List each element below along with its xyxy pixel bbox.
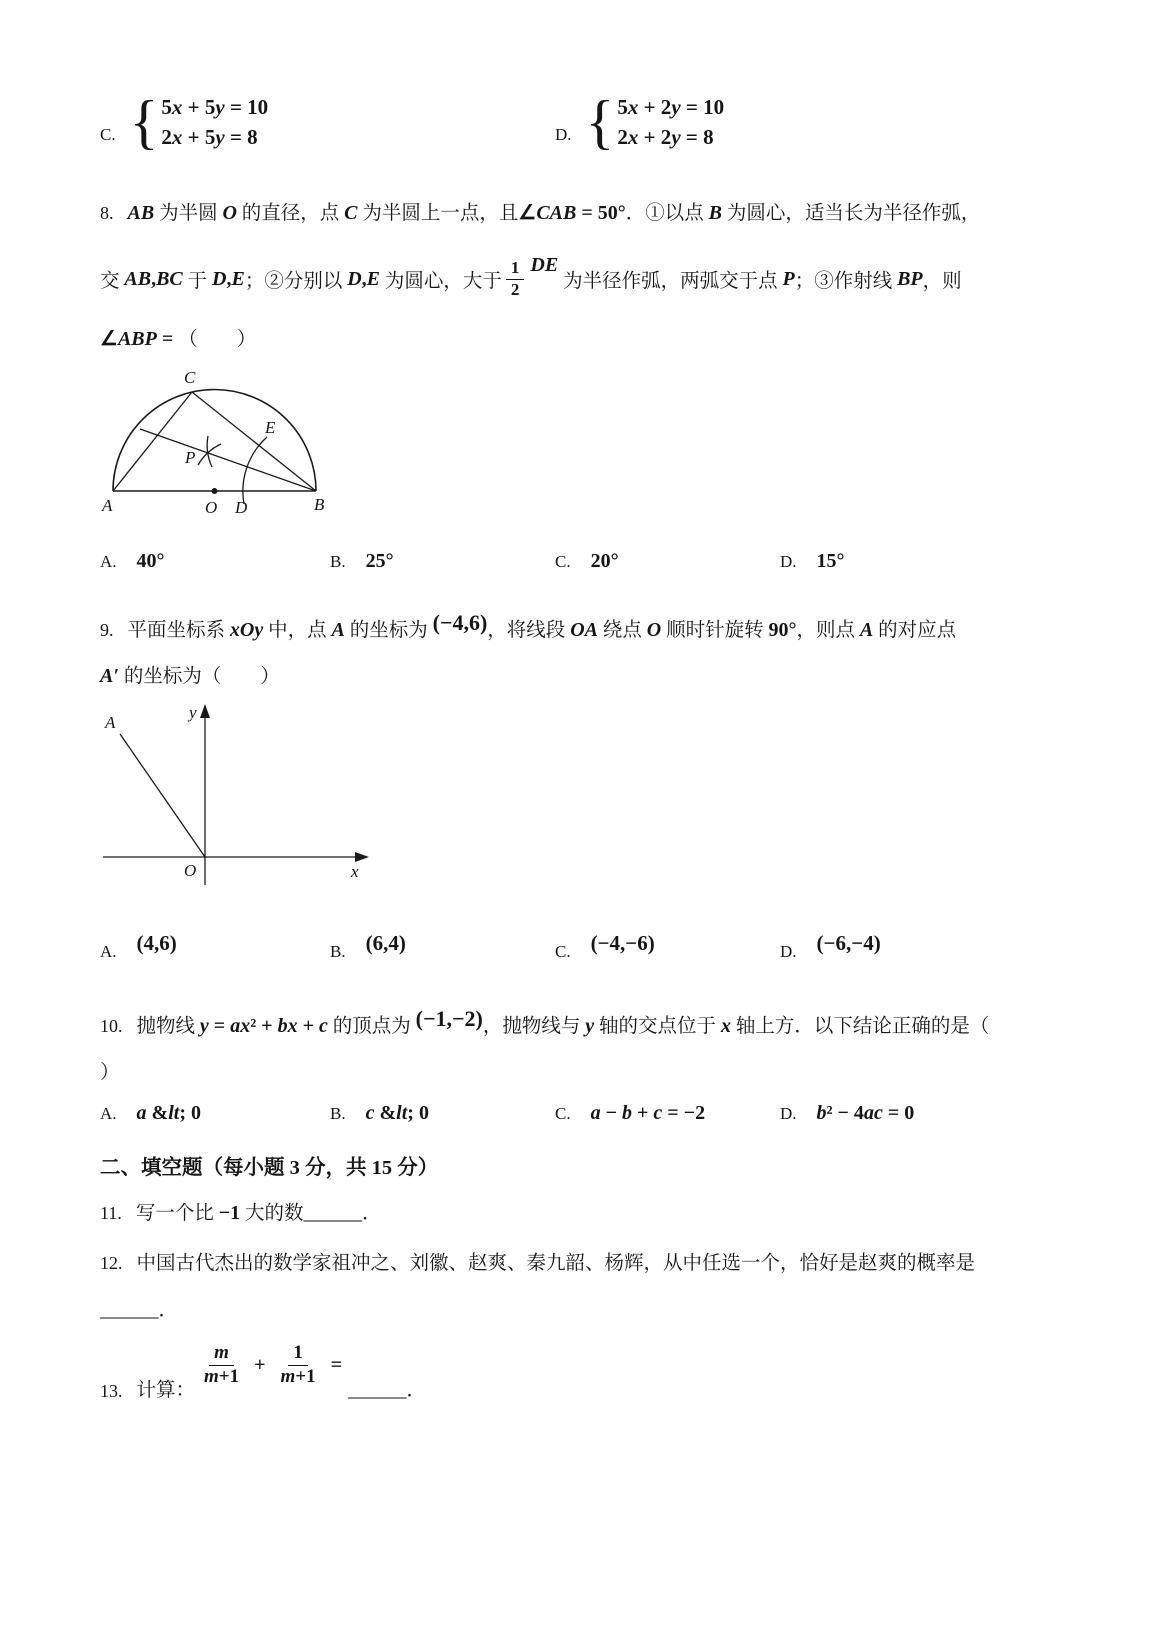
text-seg: 中国古代杰出的数学家祖冲之、刘徽、赵爽、秦九韶、杨辉，从中任选一个，恰好是赵爽的概率是 — [136, 1253, 976, 1274]
option-value: (6,4) — [365, 931, 406, 955]
option-label: B. — [330, 942, 346, 961]
q12-number: 12. — [100, 1253, 123, 1273]
q8-semicircle-figure — [88, 366, 350, 534]
math-seg: x — [720, 1015, 731, 1037]
q8-number: 8. — [100, 203, 114, 223]
option-label: C. — [100, 125, 116, 144]
equation: 5x + 2y = 10 — [617, 94, 725, 119]
label-o: O — [184, 861, 197, 880]
q9-option-c — [555, 931, 655, 963]
option-label: D. — [780, 552, 797, 571]
q9-text-line1 — [100, 610, 957, 642]
fraction-denominator: m+1 — [280, 1365, 316, 1387]
q8-option-b — [330, 550, 394, 573]
q10-option-a — [100, 1102, 201, 1125]
system-brace: { — [129, 89, 159, 155]
math-seg: ∠ABP = — [100, 328, 179, 350]
center-o-dot — [212, 488, 218, 494]
math-seg: BP — [897, 267, 923, 290]
q11-number: 11. — [100, 1203, 122, 1223]
option-value: c &lt; 0 — [365, 1102, 429, 1124]
math-seg: P — [782, 267, 795, 290]
closing-paren: ） — [100, 1062, 120, 1083]
option-value: a − b + c = −2 — [590, 1102, 706, 1124]
q8-option-a — [100, 550, 165, 573]
math-seg: D,E — [212, 267, 245, 290]
plus-operator: + — [254, 1353, 266, 1376]
q9-number: 9. — [100, 620, 114, 640]
equals-sign: = — [330, 1353, 343, 1376]
fraction-numerator: 1 — [506, 258, 525, 279]
option-label: D. — [780, 942, 797, 961]
math-seg: O — [646, 619, 662, 641]
text-seg: 为半圆 — [154, 203, 223, 224]
text-seg: 的坐标为（ ） — [118, 666, 280, 687]
fraction-denominator: 2 — [510, 279, 520, 299]
equation: 2x + 5y = 8 — [161, 124, 258, 149]
label-x: x — [351, 862, 359, 881]
answer-blank: ______． — [348, 1380, 427, 1401]
answer-blank: ______． — [100, 1300, 179, 1321]
q12-text-line1 — [100, 1247, 975, 1275]
q8-option-c — [555, 550, 619, 573]
answer-parens: （ ） — [178, 329, 257, 350]
q9-text-line2 — [100, 660, 280, 688]
text-seg: ． — [362, 1203, 382, 1224]
option-value: 40° — [136, 550, 165, 572]
option-label: C. — [555, 1104, 571, 1123]
text-seg: 为半圆上一点，且 — [357, 203, 519, 224]
fraction-1-over-m-plus-1 — [276, 1342, 321, 1389]
option-label: A. — [100, 942, 117, 961]
equation-system — [161, 95, 268, 150]
math-seg: 90° — [768, 619, 797, 641]
section2-title: 二、填空题（每小题 3 分，共 15 分） — [100, 1157, 439, 1179]
q7-option-d — [555, 89, 725, 155]
text-seg: 为圆心，大于 — [380, 271, 502, 292]
math-seg: −1 — [218, 1202, 241, 1224]
q9-option-d — [780, 931, 881, 963]
q7-option-c — [100, 89, 269, 155]
q9-option-a — [100, 931, 177, 963]
fraction-m-over-m-plus-1 — [199, 1342, 244, 1389]
label-d: D — [235, 498, 248, 517]
option-label: A. — [100, 552, 117, 571]
label-c: C — [184, 368, 196, 387]
option-value: 15° — [816, 550, 845, 572]
coordinate-value: (−1,−2) — [415, 1006, 483, 1031]
q10-option-d — [780, 1102, 914, 1125]
text-seg: 平面坐标系 — [127, 620, 230, 641]
text-seg: 抛物线 — [136, 1016, 200, 1037]
text-seg: ，将线段 — [487, 620, 571, 641]
system-brace: { — [585, 89, 615, 155]
math-seg: y — [585, 1015, 595, 1037]
text-seg: 的坐标为 — [344, 620, 433, 641]
segment-ac — [113, 392, 192, 491]
fraction-numerator: 1 — [288, 1342, 308, 1366]
option-label: B. — [330, 552, 346, 571]
option-label: B. — [330, 1104, 346, 1123]
q8-option-d — [780, 550, 845, 573]
math-seg: OA — [570, 619, 598, 641]
option-label: D. — [780, 1104, 797, 1123]
label-y: y — [189, 703, 197, 722]
text-seg: 大的数 — [240, 1203, 304, 1224]
label-a: A — [105, 713, 116, 732]
text-seg: ；②分别以 — [244, 271, 348, 292]
label-p: P — [185, 448, 196, 467]
q10-option-b — [330, 1102, 429, 1125]
option-value: a &lt; 0 — [136, 1102, 201, 1124]
text-seg: 的对应点 — [873, 620, 957, 641]
text-seg: ．①以点 — [625, 203, 709, 224]
equation-system — [617, 95, 724, 150]
q8-text-line3 — [100, 323, 256, 351]
text-seg: 顺时针旋转 — [661, 620, 769, 641]
text-seg: 轴的交点位于 — [594, 1016, 721, 1037]
q12-text-line2 — [100, 1294, 178, 1322]
answer-blank: ______ — [303, 1203, 363, 1224]
q9-options-row — [100, 931, 1100, 982]
text-seg: 中，点 — [263, 620, 332, 641]
text-seg: 轴上方．以下结论正确的是（ — [730, 1016, 990, 1037]
q10-number: 10. — [100, 1016, 123, 1036]
math-seg-de: DE — [530, 253, 559, 276]
q10-option-c — [555, 1102, 705, 1125]
text-seg: 为圆心，适当长为半径作弧， — [722, 203, 981, 224]
option-value: 25° — [365, 550, 394, 572]
q9-option-b — [330, 931, 406, 963]
math-seg: D,E — [347, 267, 381, 290]
fraction-numerator: m — [209, 1342, 234, 1366]
label-b: B — [314, 495, 325, 514]
q11-text — [100, 1197, 382, 1225]
label-a: A — [102, 496, 113, 515]
text-seg: ，抛物线与 — [482, 1016, 586, 1037]
option-label: C. — [555, 552, 571, 571]
q13-text — [100, 1330, 426, 1400]
math-seg: C — [344, 202, 358, 224]
math-seg: B — [708, 202, 723, 224]
q8-text-line2 — [100, 243, 962, 315]
label-e: E — [265, 418, 276, 437]
text-seg: ；③作射线 — [794, 271, 898, 292]
ray-bp — [140, 429, 316, 491]
q8-text-line1 — [100, 197, 980, 225]
math-seg: A′ — [100, 665, 119, 687]
math-seg: A — [331, 619, 345, 641]
text-seg: 写一个比 — [135, 1203, 219, 1224]
equation: 2x + 2y = 8 — [617, 124, 714, 149]
text-seg: 计算： — [136, 1380, 196, 1401]
option-label: C. — [555, 942, 571, 961]
text-seg: ，则点 — [796, 620, 860, 641]
option-label: A. — [100, 1104, 117, 1123]
option-value: (−6,−4) — [816, 931, 881, 955]
fraction-denominator: m+1 — [204, 1365, 240, 1387]
q7-options-row — [100, 89, 1080, 178]
text-seg: 的顶点为 — [327, 1016, 416, 1037]
text-seg: ，则 — [922, 271, 962, 292]
math-seg: AB,BC — [124, 267, 183, 290]
text-seg: 绕点 — [597, 620, 647, 641]
y-axis-arrowhead — [200, 704, 210, 718]
math-seg: y = ax² + bx + c — [199, 1015, 328, 1037]
text-seg: 交 — [100, 271, 125, 292]
coordinate-value: (−4,6) — [432, 610, 488, 635]
math-seg: xOy — [229, 619, 264, 641]
option-value: (−4,−6) — [590, 931, 655, 955]
math-seg: AB — [127, 202, 155, 224]
q10-text-line2 — [100, 1056, 120, 1084]
q10-text-line1 — [100, 1006, 990, 1038]
q10-options-row — [100, 1102, 1100, 1146]
x-axis-arrowhead — [355, 852, 369, 862]
text-seg: 的直径，点 — [236, 203, 345, 224]
math-seg: ∠CAB = 50° — [518, 202, 626, 224]
option-value: 20° — [590, 550, 619, 572]
math-seg: O — [222, 202, 237, 224]
option-label: D. — [555, 125, 572, 144]
text-seg: 为半径作弧，两弧交于点 — [558, 271, 783, 292]
math-seg: A — [859, 619, 874, 641]
q9-coordinate-figure — [95, 700, 385, 892]
construction-arc-de — [243, 437, 267, 504]
semicircle-arc — [113, 390, 316, 492]
q8-options-row — [100, 550, 1100, 594]
fraction-one-half — [506, 258, 525, 300]
segment-cb — [192, 392, 316, 491]
text-seg: 于 — [182, 271, 213, 292]
option-value: (4,6) — [136, 931, 177, 955]
option-value: b² − 4ac = 0 — [816, 1102, 915, 1124]
section2-header — [100, 1150, 438, 1180]
q13-number: 13. — [100, 1381, 123, 1401]
segment-oa — [120, 734, 205, 857]
label-o: O — [205, 498, 218, 517]
equation: 5x + 5y = 10 — [161, 94, 269, 119]
